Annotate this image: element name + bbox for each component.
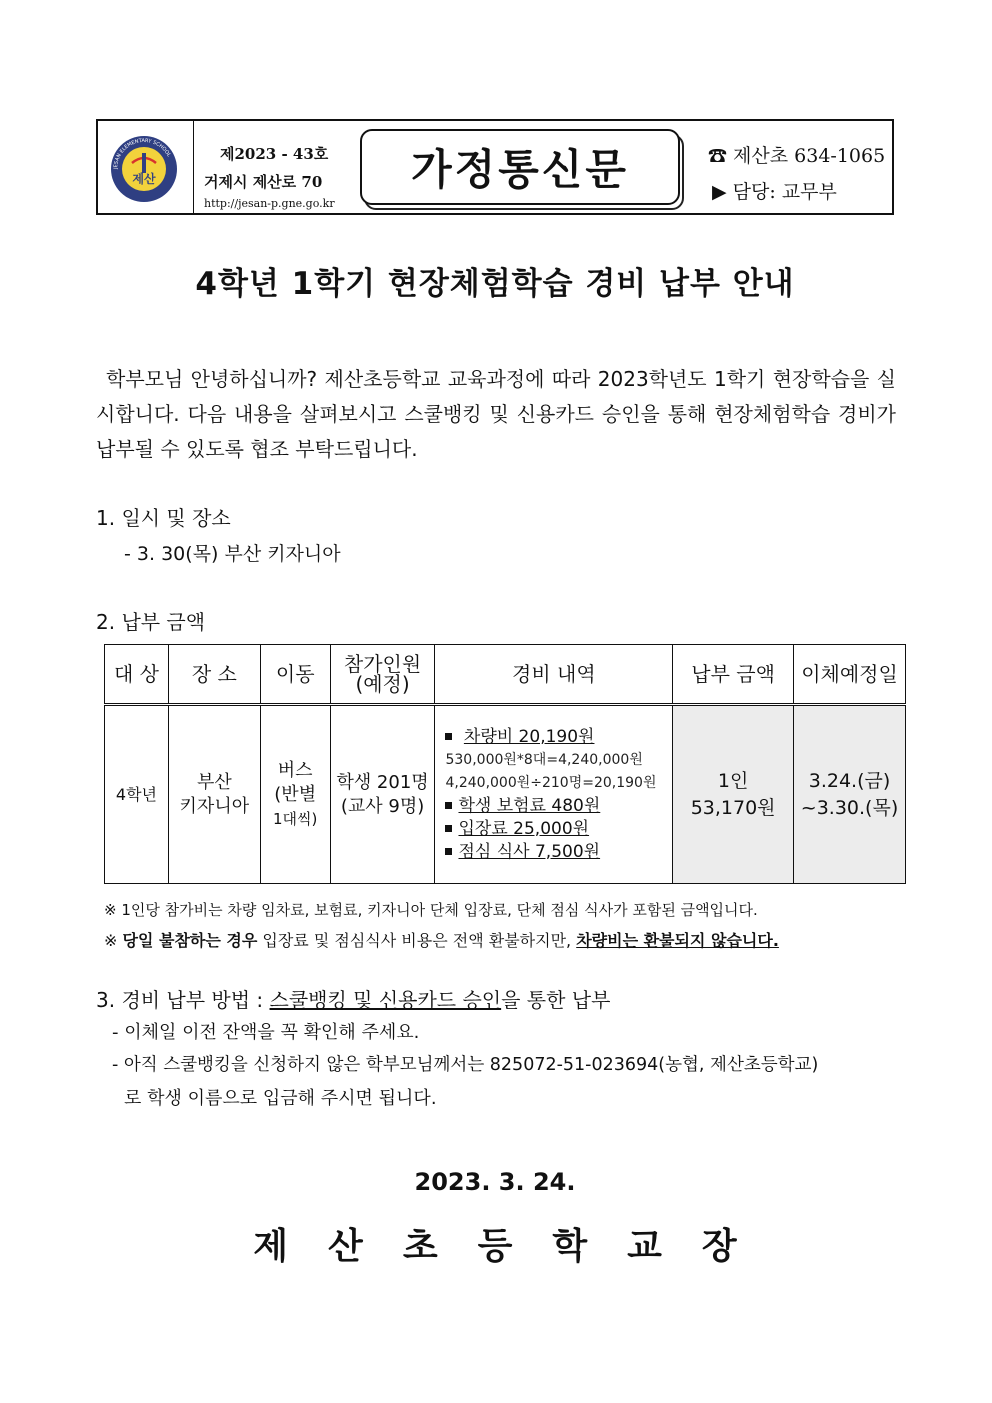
cell-transfer-date: 3.24.(금) ~3.30.(목) (794, 705, 906, 884)
detail-vehicle-calc2: 4,240,000원÷210명=20,190원 (445, 774, 657, 791)
header-detail: 경비 내역 (435, 645, 673, 705)
header-move: 이동 (260, 645, 330, 705)
newsletter-title: 가정통신문 (360, 129, 680, 205)
bullet-icon (445, 733, 452, 740)
payment-line-2: - 아직 스쿨뱅킹을 신청하지 않은 학부모님께서는 825072-51-023694(농협, 제산초등학교) (112, 1055, 819, 1075)
logo-center-text: 제산 (132, 172, 156, 186)
logo-cell (98, 121, 194, 213)
school-url[interactable]: http://jesan-p.gne.go.kr (204, 197, 335, 210)
bullet-icon (445, 802, 452, 809)
fee-table (104, 644, 906, 884)
detail-vehicle: 차량비 20,190원 (445, 726, 672, 749)
school-logo-icon (110, 135, 178, 203)
section1-item: - 3. 30(목) 부산 키자니아 (124, 543, 341, 565)
fee-note: ※ 1인당 참가비는 차량 임차료, 보험료, 키자니아 단체 입장료, 단체 점심 식사가 포함된 금액입니다. (104, 901, 758, 919)
cell-people: 학생 201명 (교사 9명) (330, 705, 435, 884)
school-address: 거제시 제산로 70 (204, 173, 323, 191)
payment-line-1: - 이체일 이전 잔액을 꼭 확인해 주세요. (112, 1022, 420, 1043)
header-amount: 납부 금액 (673, 645, 794, 705)
detail-insurance: 학생 보험료 480원 (445, 795, 672, 818)
issue-date: 2023. 3. 24. (414, 1168, 576, 1196)
bullet-icon (445, 848, 452, 855)
cell-detail (435, 705, 673, 884)
issue-number: 제2023 - 43호 (220, 145, 329, 163)
payment-method: 스쿨뱅킹 및 신용카드 승인 (269, 988, 502, 1012)
refund-note: ※ 당일 불참하는 경우 입장료 및 점심식사 비용은 전액 환불하지만, 차량비는 환불되지 않습니다. (104, 931, 779, 950)
payment-line-3: 로 학생 이름으로 입금해 주시면 됩니다. (124, 1088, 437, 1109)
detail-lunch: 점심 식사 7,500원 (445, 841, 672, 864)
section3-heading: 3. 경비 납부 방법 : 스쿨뱅킹 및 신용카드 승인을 통한 납부 (96, 988, 611, 1012)
cell-move: 버스 (반별 1대씩) (260, 705, 330, 884)
table-row (105, 705, 906, 884)
header-people: 참가인원 (예정) (330, 645, 435, 705)
no-refund-notice: 차량비는 환불되지 않습니다. (576, 931, 779, 950)
intro-text: 학부모님 안녕하십니까? 제산초등학교 교육과정에 따라 2023학년도 1학기 현장학습을 실시합니다. 다음 내용을 살펴보시고 스쿨뱅킹 및 신용카드 승인을 통해 현장체험학습 경비가 납부될 수 있도록 협조 부탁드립니다. (96, 367, 896, 461)
cell-place: 부산 키자니아 (168, 705, 260, 884)
intro-paragraph (96, 362, 896, 467)
principal-signature: 제산초등학교장 (253, 1226, 777, 1267)
header-transfer-date: 이체예정일 (794, 645, 906, 705)
table-header-row (105, 645, 906, 705)
cell-target: 4학년 (105, 705, 169, 884)
logo-ring-text: JESAN ELEMENTARY SCHOOL (112, 137, 172, 170)
header-target: 대 상 (105, 645, 169, 705)
cell-amount: 1인 53,170원 (673, 705, 794, 884)
header-place: 장 소 (168, 645, 260, 705)
document-title: 4학년 1학기 현장체험학습 경비 납부 안내 (195, 266, 795, 302)
bullet-icon (445, 825, 452, 832)
phone-number: ☎ 제산초 634-1065 (708, 145, 886, 167)
detail-admission: 입장료 25,000원 (445, 818, 672, 841)
section2-heading: 2. 납부 금액 (96, 610, 206, 634)
absence-condition: 당일 불참하는 경우 (122, 931, 258, 950)
detail-vehicle-calc1: 530,000원*8대=4,240,000원 (445, 751, 643, 768)
section1-heading: 1. 일시 및 장소 (96, 506, 231, 530)
contact-department: ▶ 담당: 교무부 (712, 181, 837, 203)
title-frame (360, 129, 682, 209)
letterhead-box (96, 119, 894, 215)
